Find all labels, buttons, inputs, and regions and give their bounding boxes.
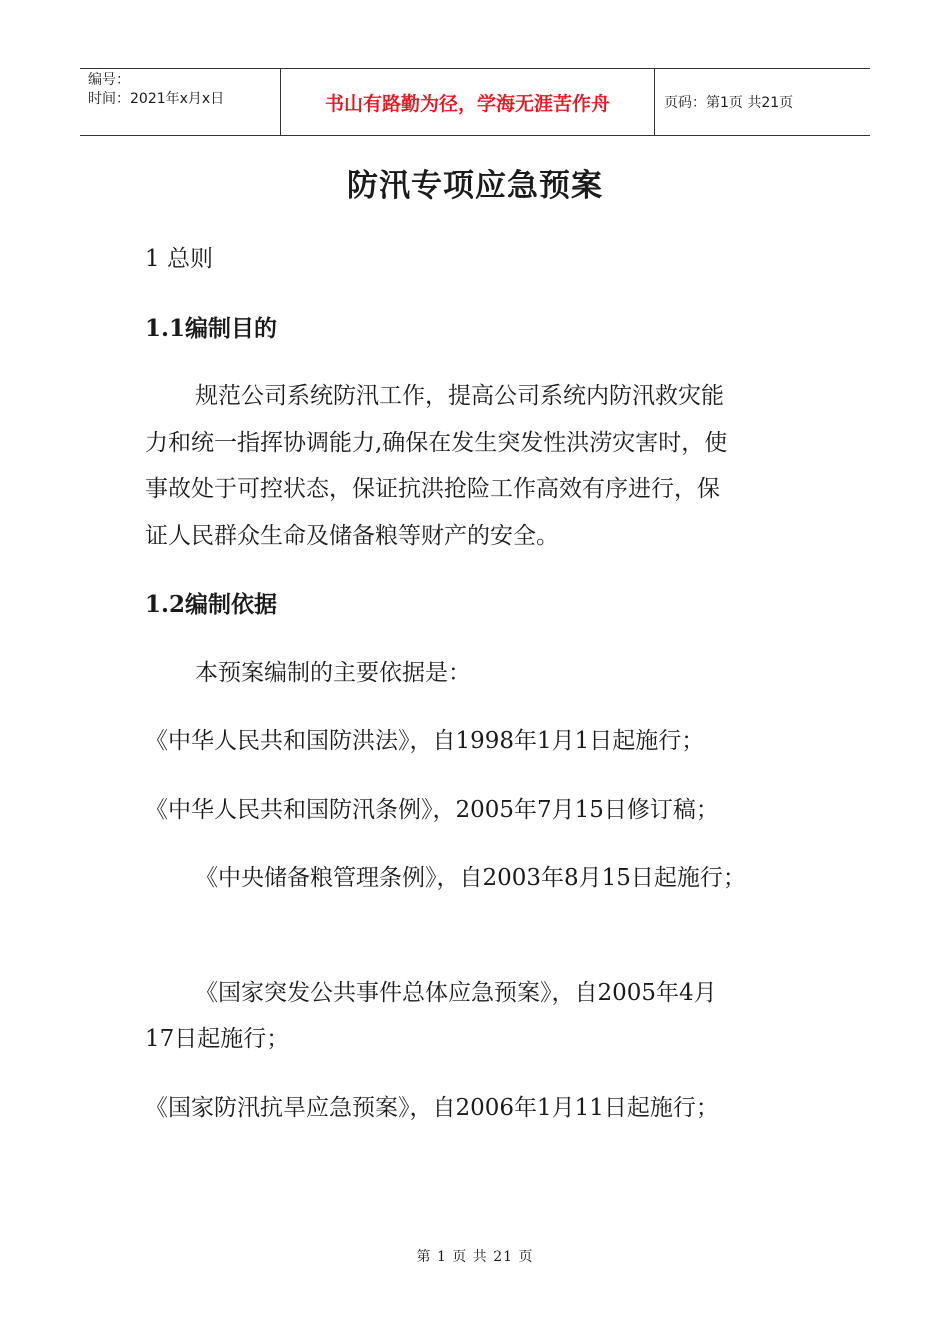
header-table [80, 68, 870, 136]
document-title: 防汛专项应急预案 [347, 168, 603, 204]
header-page-info: 页码：第1页 共21页 [664, 95, 794, 111]
header-motto: 书山有路勤为径，学海无涯苦作舟 [281, 69, 655, 135]
basis-item: 《中华人民共和国防汛条例》，2005年7月15日修订稿； [145, 797, 719, 823]
paragraph-line: 证人民群众生命及储备粮等财产的安全。 [145, 523, 559, 549]
section-heading-basis: 1.2编制依据 [145, 591, 278, 618]
basis-item-continuation: 17日起施行； [145, 1026, 290, 1052]
paragraph-line: 事故处于可控状态，保证抗洪抢险工作高效有序进行，保 [145, 476, 720, 502]
basis-item: 《国家防汛抗旱应急预案》，自2006年1月11日起施行； [145, 1095, 719, 1121]
basis-item: 《中华人民共和国防洪法》，自1998年1月1日起施行； [145, 728, 705, 754]
page-footer: 第 1 页 共 21 页 [416, 1249, 534, 1265]
basis-item: 《中央储备粮管理条例》，自2003年8月15日起施行； [195, 865, 746, 891]
section-heading-general: 1 总则 [145, 246, 213, 272]
basis-item: 《国家突发公共事件总体应急预案》，自2005年4月 [195, 980, 717, 1006]
paragraph-line: 规范公司系统防汛工作，提高公司系统内防汛救灾能 [195, 383, 724, 409]
document-number-label: 编号： [88, 72, 130, 88]
header-meta-cell [80, 69, 281, 135]
document-date-label: 时间：2021年x月x日 [88, 91, 225, 107]
paragraph-line: 力和统一指挥协调能力,确保在发生突发性洪涝灾害时，使 [145, 430, 728, 456]
paragraph-line: 本预案编制的主要依据是： [195, 660, 471, 686]
section-heading-purpose: 1.1编制目的 [145, 315, 278, 342]
